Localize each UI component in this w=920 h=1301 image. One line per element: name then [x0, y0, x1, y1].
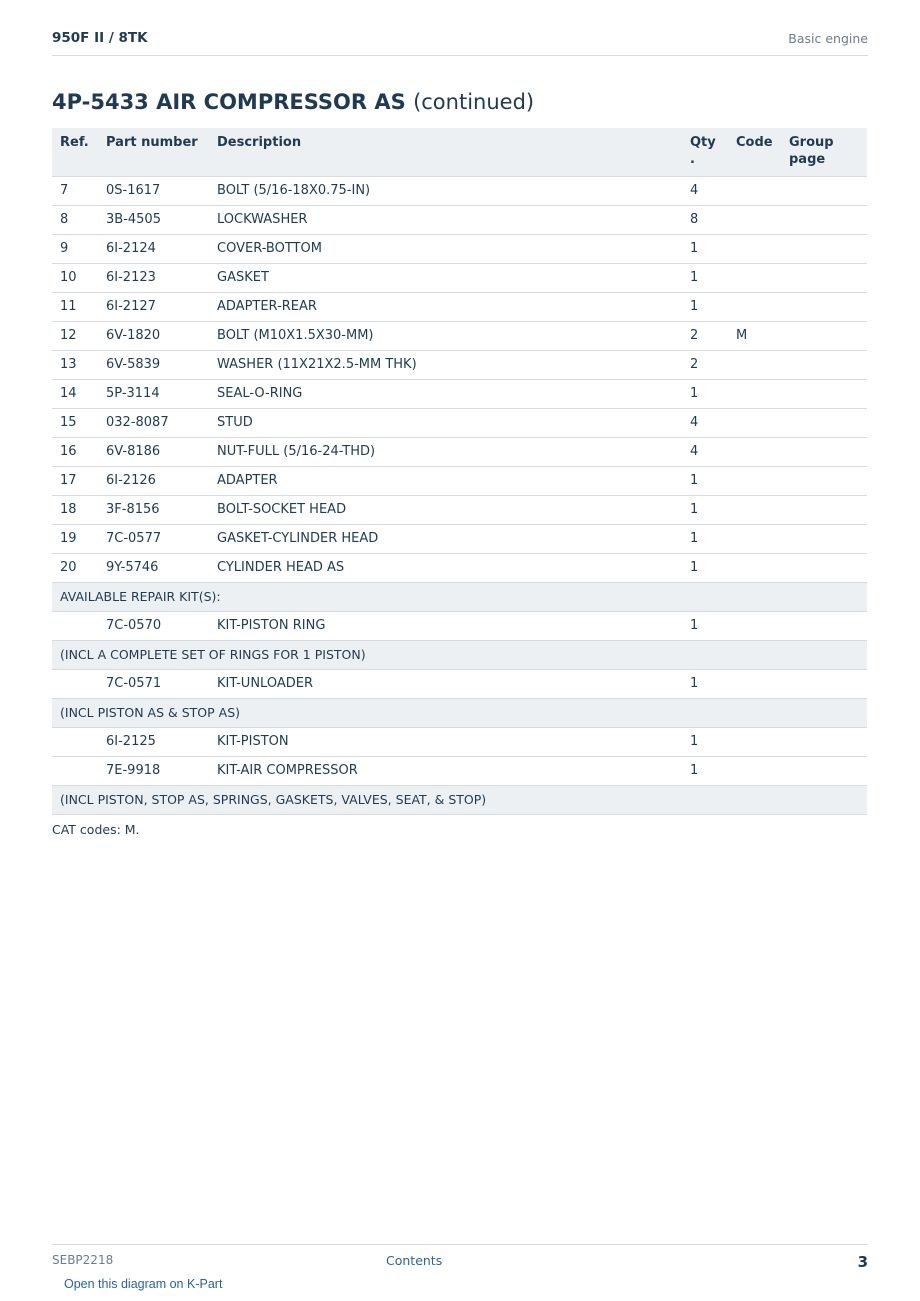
group-page-cell	[781, 263, 867, 292]
table-row	[52, 321, 867, 350]
group-page-cell	[781, 350, 867, 379]
open-kpart-link[interactable]: Open this diagram on K-Part	[64, 1277, 223, 1291]
code-cell	[728, 669, 781, 698]
code-cell	[728, 437, 781, 466]
qty-cell: 4	[682, 437, 728, 466]
description-cell: COVER-BOTTOM	[209, 234, 682, 263]
page-title	[52, 90, 534, 114]
qty-cell: 1	[682, 379, 728, 408]
code-cell	[728, 408, 781, 437]
description-cell: CYLINDER HEAD AS	[209, 553, 682, 582]
document-id: SEBP2218	[52, 1253, 114, 1267]
table-row	[52, 205, 867, 234]
ref-cell: 8	[52, 205, 98, 234]
table-note-row	[52, 698, 867, 727]
ref-cell: 10	[52, 263, 98, 292]
part-number-cell: 7E-9918	[98, 756, 209, 785]
col-header-group-page-label: Group page	[789, 135, 834, 167]
qty-cell: 1	[682, 495, 728, 524]
code-cell	[728, 292, 781, 321]
ref-cell: 18	[52, 495, 98, 524]
part-number-cell: 6I-2124	[98, 234, 209, 263]
code-cell	[728, 611, 781, 640]
note-text: (INCL PISTON, STOP AS, SPRINGS, GASKETS, VALVES, SEAT, & STOP)	[52, 785, 867, 814]
ref-cell: 15	[52, 408, 98, 437]
contents-link[interactable]: Contents	[386, 1253, 443, 1268]
description-cell: ADAPTER-REAR	[209, 292, 682, 321]
page-number: 3	[857, 1253, 868, 1271]
table-row	[52, 553, 867, 582]
note-text: AVAILABLE REPAIR KIT(S):	[52, 582, 867, 611]
description-cell: SEAL-O-RING	[209, 379, 682, 408]
part-number-cell: 7C-0571	[98, 669, 209, 698]
machine-model: 950F II / 8TK	[52, 30, 148, 46]
code-cell	[728, 234, 781, 263]
table-row	[52, 379, 867, 408]
group-page-cell	[781, 495, 867, 524]
col-header-qty	[682, 128, 728, 176]
qty-cell: 1	[682, 263, 728, 292]
qty-cell: 2	[682, 350, 728, 379]
part-number-cell: 032-8087	[98, 408, 209, 437]
qty-cell: 8	[682, 205, 728, 234]
ref-cell	[52, 727, 98, 756]
qty-cell: 1	[682, 669, 728, 698]
table-row	[52, 669, 867, 698]
group-page-cell	[781, 524, 867, 553]
table-row	[52, 611, 867, 640]
part-number-cell: 6I-2127	[98, 292, 209, 321]
ref-cell: 19	[52, 524, 98, 553]
code-cell	[728, 524, 781, 553]
col-header-qty-label: Qty .	[690, 135, 716, 167]
group-page-cell	[781, 176, 867, 205]
assembly-name: 4P-5433 AIR COMPRESSOR AS	[52, 90, 406, 114]
description-cell: KIT-PISTON RING	[209, 611, 682, 640]
qty-cell: 1	[682, 292, 728, 321]
title-suffix: (continued)	[413, 90, 535, 114]
ref-cell	[52, 669, 98, 698]
page-footer	[52, 1244, 868, 1301]
qty-cell: 1	[682, 234, 728, 263]
table-header-row	[52, 128, 867, 176]
table-note-row	[52, 640, 867, 669]
group-page-cell	[781, 756, 867, 785]
ref-cell: 16	[52, 437, 98, 466]
qty-cell: 4	[682, 408, 728, 437]
table-row	[52, 524, 867, 553]
part-number-cell: 9Y-5746	[98, 553, 209, 582]
ref-cell	[52, 611, 98, 640]
group-page-cell	[781, 727, 867, 756]
group-page-cell	[781, 408, 867, 437]
description-cell: BOLT-SOCKET HEAD	[209, 495, 682, 524]
description-cell: KIT-UNLOADER	[209, 669, 682, 698]
ref-cell	[52, 756, 98, 785]
qty-cell: 1	[682, 611, 728, 640]
col-header-part-number: Part number	[98, 128, 209, 176]
cat-codes-note: CAT codes: M.	[52, 822, 140, 837]
ref-cell: 14	[52, 379, 98, 408]
description-cell: LOCKWASHER	[209, 205, 682, 234]
description-cell: GASKET	[209, 263, 682, 292]
parts-table	[52, 128, 867, 815]
part-number-cell: 6V-5839	[98, 350, 209, 379]
table-note-row	[52, 785, 867, 814]
part-number-cell: 0S-1617	[98, 176, 209, 205]
code-cell	[728, 379, 781, 408]
col-header-code: Code	[728, 128, 781, 176]
code-cell	[728, 495, 781, 524]
ref-cell: 9	[52, 234, 98, 263]
description-cell: WASHER (11X21X2.5-MM THK)	[209, 350, 682, 379]
description-cell: KIT-PISTON	[209, 727, 682, 756]
description-cell: GASKET-CYLINDER HEAD	[209, 524, 682, 553]
parts-table-body	[52, 176, 867, 814]
note-text: (INCL PISTON AS & STOP AS)	[52, 698, 867, 727]
code-cell	[728, 263, 781, 292]
group-page-cell	[781, 466, 867, 495]
qty-cell: 2	[682, 321, 728, 350]
code-cell: M	[728, 321, 781, 350]
table-row	[52, 408, 867, 437]
part-number-cell: 7C-0570	[98, 611, 209, 640]
code-cell	[728, 727, 781, 756]
code-cell	[728, 205, 781, 234]
part-number-cell: 3F-8156	[98, 495, 209, 524]
code-cell	[728, 756, 781, 785]
table-row	[52, 234, 867, 263]
description-cell: STUD	[209, 408, 682, 437]
section-name: Basic engine	[788, 31, 868, 46]
table-row	[52, 350, 867, 379]
ref-cell: 20	[52, 553, 98, 582]
table-row	[52, 263, 867, 292]
ref-cell: 7	[52, 176, 98, 205]
group-page-cell	[781, 611, 867, 640]
group-page-cell	[781, 437, 867, 466]
ref-cell: 11	[52, 292, 98, 321]
group-page-cell	[781, 205, 867, 234]
part-number-cell: 3B-4505	[98, 205, 209, 234]
qty-cell: 1	[682, 553, 728, 582]
table-row	[52, 466, 867, 495]
description-cell: BOLT (M10X1.5X30-MM)	[209, 321, 682, 350]
table-row	[52, 292, 867, 321]
group-page-cell	[781, 321, 867, 350]
group-page-cell	[781, 553, 867, 582]
qty-cell: 1	[682, 756, 728, 785]
description-cell: NUT-FULL (5/16-24-THD)	[209, 437, 682, 466]
code-cell	[728, 466, 781, 495]
page-header	[52, 28, 868, 56]
note-text: (INCL A COMPLETE SET OF RINGS FOR 1 PISTON)	[52, 640, 867, 669]
code-cell	[728, 176, 781, 205]
part-number-cell: 5P-3114	[98, 379, 209, 408]
qty-cell: 1	[682, 727, 728, 756]
part-number-cell: 6I-2125	[98, 727, 209, 756]
group-page-cell	[781, 379, 867, 408]
table-row	[52, 437, 867, 466]
group-page-cell	[781, 669, 867, 698]
code-cell	[728, 350, 781, 379]
col-header-ref: Ref.	[52, 128, 98, 176]
part-number-cell: 7C-0577	[98, 524, 209, 553]
table-row	[52, 176, 867, 205]
ref-cell: 17	[52, 466, 98, 495]
qty-cell: 1	[682, 524, 728, 553]
qty-cell: 4	[682, 176, 728, 205]
description-cell: ADAPTER	[209, 466, 682, 495]
qty-cell: 1	[682, 466, 728, 495]
group-page-cell	[781, 292, 867, 321]
ref-cell: 13	[52, 350, 98, 379]
part-number-cell: 6V-8186	[98, 437, 209, 466]
table-row	[52, 495, 867, 524]
part-number-cell: 6I-2123	[98, 263, 209, 292]
table-row	[52, 727, 867, 756]
part-number-cell: 6I-2126	[98, 466, 209, 495]
code-cell	[728, 553, 781, 582]
col-header-description: Description	[209, 128, 682, 176]
group-page-cell	[781, 234, 867, 263]
table-note-row	[52, 582, 867, 611]
col-header-group-page	[781, 128, 867, 176]
part-number-cell: 6V-1820	[98, 321, 209, 350]
ref-cell: 12	[52, 321, 98, 350]
description-cell: BOLT (5/16-18X0.75-IN)	[209, 176, 682, 205]
table-row	[52, 756, 867, 785]
description-cell: KIT-AIR COMPRESSOR	[209, 756, 682, 785]
